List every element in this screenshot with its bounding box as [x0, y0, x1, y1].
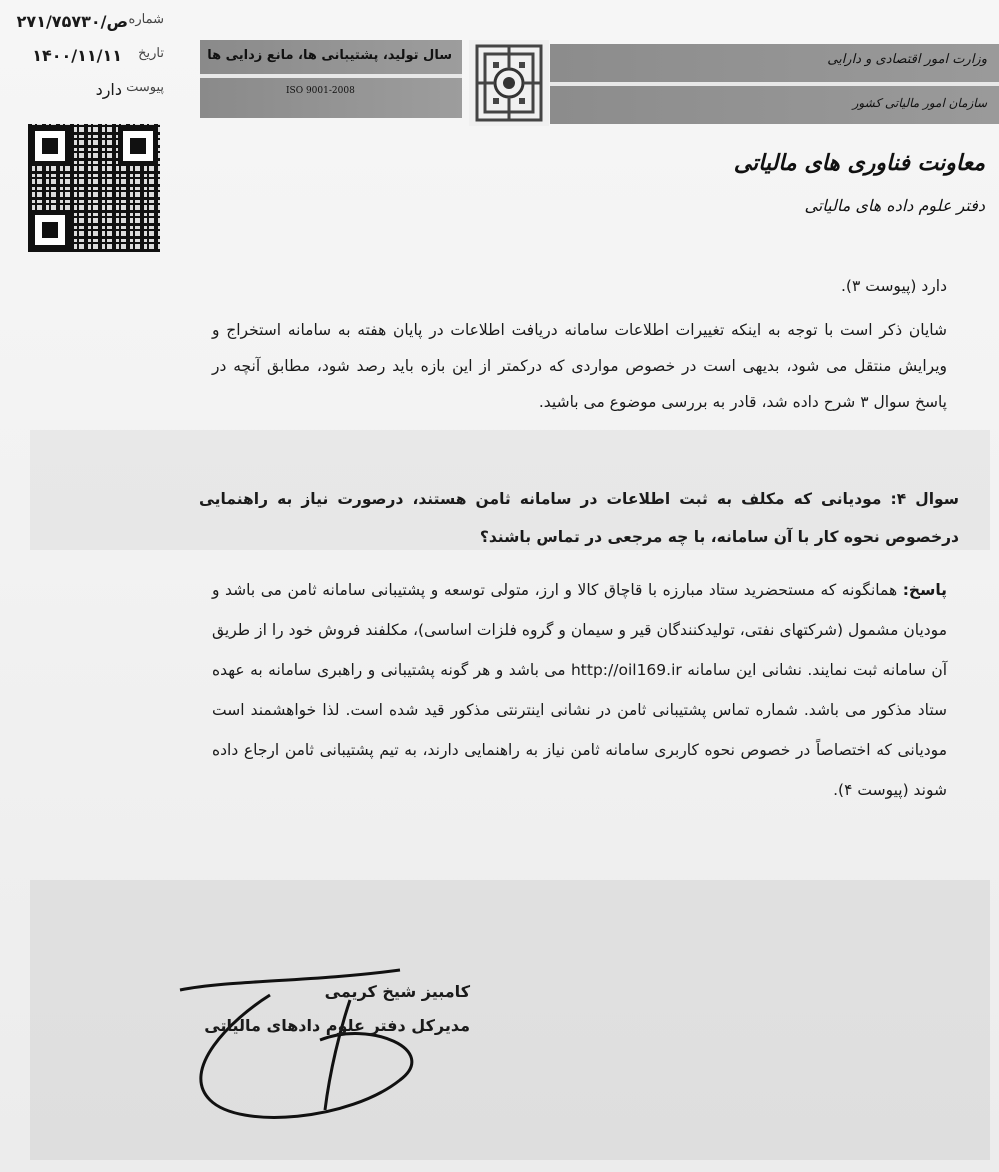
deputy-title: معاونت فناوری های مالیاتی	[733, 150, 985, 176]
signatory-title: مدیرکل دفتر علوم دادهای مالیاتی	[204, 1016, 470, 1035]
letter-date: ۱۴۰۰/۱۱/۱۱	[32, 46, 122, 65]
answer-text: همانگونه که مستحضرید ستاد مبارزه با قاچاق کالا و ارز، متولی توسعه و پشتیبانی سامانه ثامن می باشد و مودیان مشمول (شرکتهای نفتی، تولیدکنندگان قیر و سیمان و گروه فلزات اساسی)، مکلفند فروش خود را از طریق آن سامانه ثبت نمایند. نشانی این سامانه http://oil169.ir می باشد و هر گونه پشتیبانی و راهبری سامانه به عهده ستاد مذکور می باشد. شماره تماس پشتیبانی ثامن در نشانی اینترنتی مذکور قید شده است. لذا خواهشمند است مودیانی که اختصاصاً در خصوص نحوه کاربری سامانه ثامن نیاز به راهنمایی دارند، به تیم پشتیبانی ثامن ارجاع داده شوند (پیوست ۴).	[212, 581, 948, 799]
number-row	[14, 12, 164, 46]
attachment-value: دارد	[95, 80, 122, 99]
qr-finder	[30, 126, 70, 166]
iso-certificate: ISO 9001-2008	[286, 86, 355, 96]
signatory-name: کامبیز شیخ کریمی	[324, 982, 470, 1001]
number-label: شماره	[128, 12, 164, 27]
answer-paragraph	[212, 570, 947, 810]
answer-label: پاسخ:	[902, 581, 947, 599]
slogan-band	[200, 40, 462, 118]
organization-emblem-icon	[469, 40, 549, 126]
band-line	[550, 82, 999, 86]
paragraph-2: شایان ذکر است با توجه به اینکه تغییرات اطلاعات سامانه دریافت اطلاعات در پایان هفته به سامانه استخراج و ویرایش منتقل می شود، بدیهی است در خصوص مواردی که درکمتر از این بازه باید رصد شود، مطابق آنچه در پاسخ سوال ۳ شرح داده شد، قادر به بررسی موضوع می باشید.	[212, 321, 947, 411]
date-label: تاریخ	[138, 46, 164, 61]
organization-name: سازمان امور مالیاتی کشور	[852, 96, 987, 110]
date-row	[14, 46, 164, 80]
letter-meta	[14, 12, 164, 114]
question-4: سوال ۴: مودیانی که مکلف به ثبت اطلاعات در سامانه ثامن هستند، درصورت نیاز به راهنمایی درخصوص نحوه کار با آن سامانه، با چه مرجعی در تماس باشند؟	[199, 490, 959, 546]
office-title: دفتر علوم داده های مالیاتی	[804, 196, 985, 215]
qr-finder	[30, 210, 70, 250]
attachment-row	[14, 80, 164, 114]
letter-number: ص/۲۷۱/۷۵۷۳۰	[16, 12, 128, 31]
attachment-label: پیوست	[126, 80, 164, 95]
signature-block	[150, 975, 470, 1043]
paragraph-1: دارد (پیوست ۳).	[840, 277, 947, 295]
ministry-band	[550, 44, 999, 124]
qr-finder	[118, 126, 158, 166]
ministry-name: وزارت امور اقتصادی و دارایی	[827, 52, 987, 67]
band-line	[200, 74, 462, 78]
slogan: سال تولید، پشتیبانی ها، مانع زدایی ها	[207, 48, 452, 63]
qr-code-icon	[28, 124, 160, 252]
